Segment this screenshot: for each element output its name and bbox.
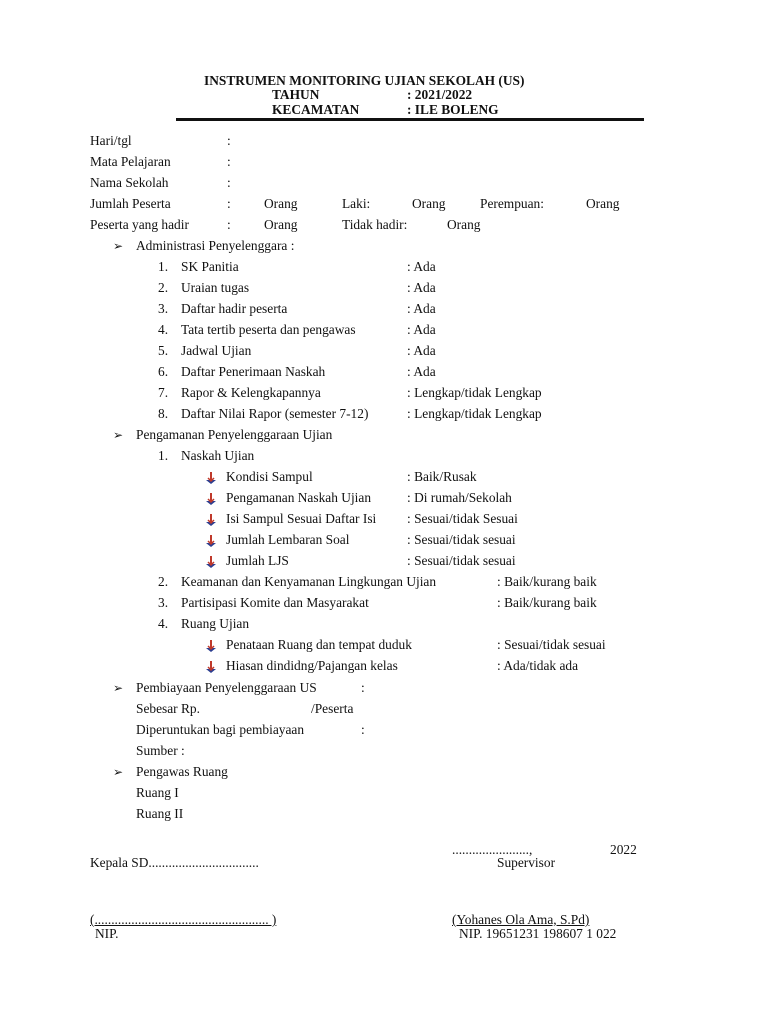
list-item-num: 3.: [158, 595, 169, 610]
laki-label: Laki:: [342, 196, 371, 211]
list-item-label: Daftar hadir peserta: [181, 301, 288, 316]
pin-bullet-icon: [204, 471, 218, 485]
pembiayaan-heading: Pembiayaan Penyelenggaraan US: [136, 680, 317, 695]
document-title: INSTRUMEN MONITORING UJIAN SEKOLAH (US): [204, 73, 525, 88]
hari-label: Hari/tgl: [90, 133, 132, 148]
list-item-num: 1.: [158, 448, 169, 463]
colon: :: [361, 680, 365, 695]
keamanan-value: : Baik/kurang baik: [497, 574, 597, 589]
orang-label: Orang: [412, 196, 446, 211]
list-item-value: : Di rumah/Sekolah: [407, 490, 512, 505]
ruang-ujian-label: Ruang Ujian: [181, 616, 250, 631]
list-item-value: : Ada: [407, 322, 436, 337]
list-item-label: Penataan Ruang dan tempat duduk: [226, 637, 412, 652]
sekolah-label: Nama Sekolah: [90, 175, 169, 190]
list-item-num: 3.: [158, 301, 169, 316]
list-item-num: 4.: [158, 322, 169, 337]
orang-label: Orang: [586, 196, 620, 211]
kecamatan-value: : ILE BOLENG: [407, 102, 499, 117]
list-item-value: : Sesuai/tidak sesuai: [407, 532, 516, 547]
list-item-value: : Sesuai/tidak Sesuai: [407, 511, 518, 526]
arrow-bullet-icon: ➢: [113, 681, 124, 695]
colon: :: [227, 154, 231, 169]
list-item-value: : Ada: [407, 280, 436, 295]
list-item-label: Kondisi Sampul: [226, 469, 313, 484]
kepala-nip: NIP.: [95, 926, 119, 941]
supervisor-nip: NIP. 19651231 198607 1 022: [459, 926, 617, 941]
pin-bullet-icon: [204, 492, 218, 506]
list-item-num: 7.: [158, 385, 169, 400]
list-item-value: : Ada: [407, 343, 436, 358]
list-item-num: 8.: [158, 406, 169, 421]
arrow-bullet-icon: ➢: [113, 765, 124, 779]
hadir-label: Peserta yang hadir: [90, 217, 189, 232]
arrow-bullet-icon: ➢: [113, 428, 124, 442]
partisipasi-value: : Baik/kurang baik: [497, 595, 597, 610]
list-item-num: 2.: [158, 574, 169, 589]
kepala-sd-label: Kepala SD.................................: [90, 855, 259, 870]
list-item-value: : Lengkap/tidak Lengkap: [407, 406, 542, 421]
list-item-num: 2.: [158, 280, 169, 295]
list-item-label: Jumlah LJS: [226, 553, 289, 568]
colon: :: [361, 722, 365, 737]
list-item-label: Rapor & Kelengkapannya: [181, 385, 321, 400]
supervisor-signature-name: (Yohanes Ola Ama, S.Pd): [452, 912, 590, 927]
list-item-label: Hiasan dindidng/Pajangan kelas: [226, 658, 398, 673]
list-item-num: 1.: [158, 259, 169, 274]
kepala-signature-name: (.................................................... ): [90, 912, 277, 927]
pin-bullet-icon: [204, 513, 218, 527]
list-item-value: : Ada: [407, 364, 436, 379]
jumlah-peserta-label: Jumlah Peserta: [90, 196, 171, 211]
kecamatan-label: KECAMATAN: [272, 102, 360, 117]
supervisor-label: Supervisor: [497, 855, 556, 870]
perempuan-label: Perempuan:: [480, 196, 544, 211]
mapel-label: Mata Pelajaran: [90, 154, 171, 169]
list-item-value: : Sesuai/tidak sesuai: [497, 637, 606, 652]
colon: :: [227, 196, 231, 211]
pin-bullet-icon: [204, 534, 218, 548]
admin-heading: Administrasi Penyelenggara :: [136, 238, 295, 253]
tahun-value: : 2021/2022: [407, 87, 473, 102]
pengawas-heading: Pengawas Ruang: [136, 764, 228, 779]
list-item-label: SK Panitia: [181, 259, 239, 274]
list-item-value: : Ada: [407, 259, 436, 274]
partisipasi-label: Partisipasi Komite dan Masyarakat: [181, 595, 369, 610]
ruang-2-label: Ruang II: [136, 806, 184, 821]
tahun-label: TAHUN: [272, 87, 320, 102]
year: 2022: [610, 842, 637, 857]
list-item-label: Pengamanan Naskah Ujian: [226, 490, 372, 505]
list-item-value: : Baik/Rusak: [407, 469, 477, 484]
naskah-label: Naskah Ujian: [181, 448, 255, 463]
list-item-value: : Ada: [407, 301, 436, 316]
pin-bullet-icon: [204, 660, 218, 674]
list-item-label: Jadwal Ujian: [181, 343, 252, 358]
list-item-label: Tata tertib peserta dan pengawas: [181, 322, 356, 337]
ruang-1-label: Ruang I: [136, 785, 179, 800]
tidak-hadir-label: Tidak hadir:: [342, 217, 408, 232]
list-item-label: Jumlah Lembaran Soal: [226, 532, 350, 547]
pengamanan-heading: Pengamanan Penyelenggaraan Ujian: [136, 427, 333, 442]
orang-label: Orang: [264, 217, 298, 232]
list-item-value: : Sesuai/tidak sesuai: [407, 553, 516, 568]
header-rule: [176, 118, 644, 121]
list-item-num: 6.: [158, 364, 169, 379]
list-item-label: Isi Sampul Sesuai Daftar Isi: [226, 511, 377, 526]
list-item-num: 5.: [158, 343, 169, 358]
list-item-label: Uraian tugas: [181, 280, 250, 295]
list-item-label: Daftar Penerimaan Naskah: [181, 364, 326, 379]
orang-label: Orang: [447, 217, 481, 232]
orang-label: Orang: [264, 196, 298, 211]
list-item-num: 4.: [158, 616, 169, 631]
peserta-label: /Peserta: [311, 701, 354, 716]
sumber-label: Sumber :: [136, 743, 185, 758]
diperuntukan-label: Diperuntukan bagi pembiayaan: [136, 722, 305, 737]
arrow-bullet-icon: ➢: [113, 239, 124, 253]
colon: :: [227, 217, 231, 232]
place-date: .......................,: [452, 842, 533, 857]
colon: :: [227, 175, 231, 190]
list-item-value: : Lengkap/tidak Lengkap: [407, 385, 542, 400]
keamanan-label: Keamanan dan Kenyamanan Lingkungan Ujian: [181, 574, 437, 589]
pin-bullet-icon: [204, 639, 218, 653]
colon: :: [227, 133, 231, 148]
sebesar-label: Sebesar Rp.: [136, 701, 200, 716]
list-item-value: : Ada/tidak ada: [497, 658, 579, 673]
pin-bullet-icon: [204, 555, 218, 569]
list-item-label: Daftar Nilai Rapor (semester 7-12): [181, 406, 369, 421]
